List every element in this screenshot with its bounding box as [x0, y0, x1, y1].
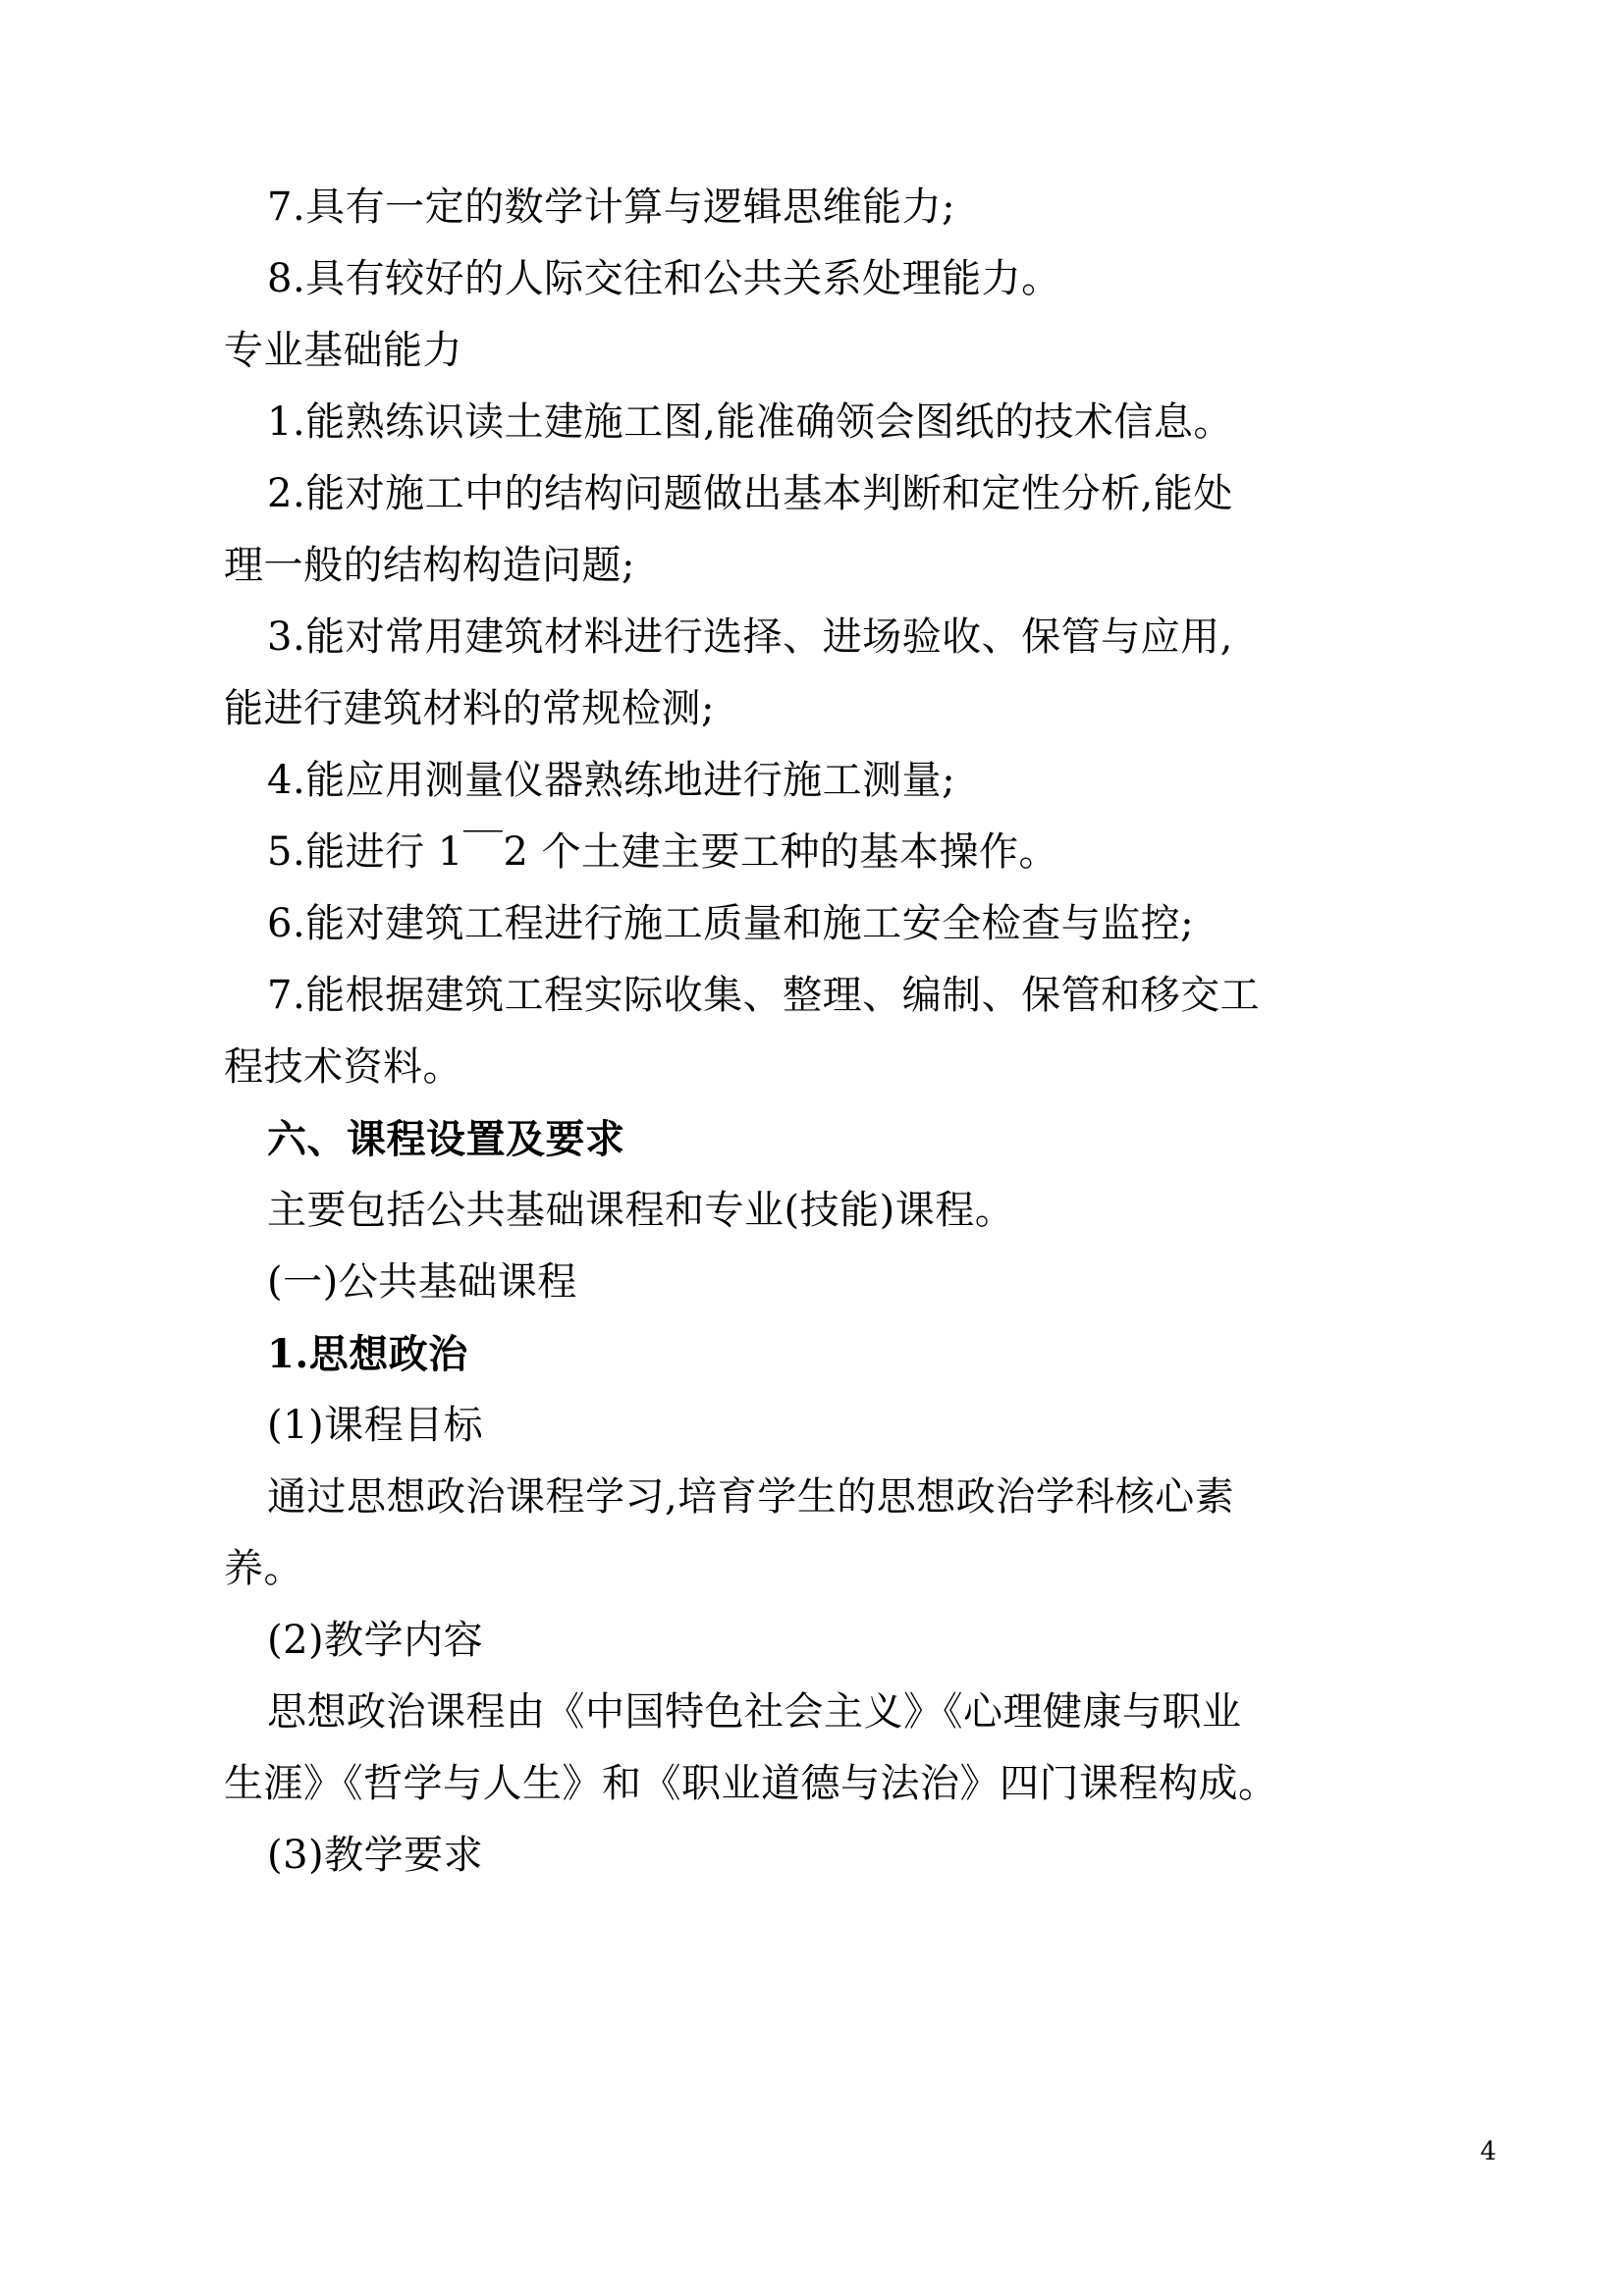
- text-line: (2)教学内容: [267, 1618, 484, 1663]
- text-line: (一)公共基础课程: [267, 1259, 577, 1305]
- text-line: 程技术资料。: [224, 1044, 462, 1090]
- text-line: 通过思想政治课程学习,培育学生的思想政治学科核心素: [267, 1474, 1235, 1520]
- text-line: 专业基础能力: [224, 328, 462, 373]
- text-line: 1.思想政治: [267, 1331, 468, 1377]
- text-line: 六、课程设置及要求: [267, 1116, 625, 1162]
- text-line: 3.能对常用建筑材料进行选择、进场验收、保管与应用,: [267, 614, 1233, 660]
- text-line: 养。: [224, 1546, 303, 1591]
- document-body: [224, 172, 1412, 1892]
- text-line: 理一般的结构构造问题;: [224, 543, 635, 588]
- page-number: 4: [1480, 2137, 1496, 2166]
- text-line: 4.能应用测量仪器熟练地进行施工测量;: [267, 758, 956, 803]
- text-line: 7.具有一定的数学计算与逻辑思维能力;: [267, 185, 956, 230]
- text-line: 6.能对建筑工程进行施工质量和施工安全检查与监控;: [267, 901, 1195, 946]
- text-line: 1.能熟练识读土建施工图,能准确领会图纸的技术信息。: [267, 400, 1233, 445]
- text-line: 8.具有较好的人际交往和公共关系处理能力。: [267, 256, 1061, 301]
- text-line: 思想政治课程由《中国特色社会主义》《心理健康与职业: [267, 1689, 1242, 1735]
- text-line: 2.能对施工中的结构问题做出基本判断和定性分析,能处: [267, 471, 1233, 516]
- text-line: (1)课程目标: [267, 1403, 484, 1448]
- text-line: 7.能根据建筑工程实际收集、整理、编制、保管和移交工: [267, 973, 1261, 1018]
- text-line: 主要包括公共基础课程和专业(技能)课程。: [267, 1188, 1015, 1233]
- text-line: 能进行建筑材料的常规检测;: [224, 686, 715, 731]
- text-line: (3)教学要求: [267, 1833, 484, 1878]
- text-line: 5.能进行 1￣2 个土建主要工种的基本操作。: [267, 829, 1058, 875]
- text-line: 生涯》《哲学与人生》和《职业道德与法治》四门课程构成。: [224, 1761, 1278, 1806]
